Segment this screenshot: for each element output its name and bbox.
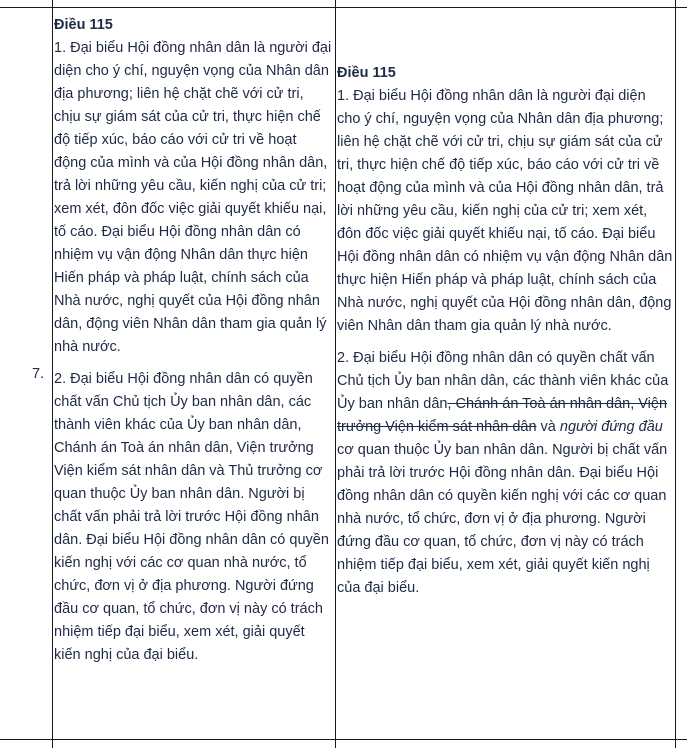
clause-2-text-end: cơ quan thuộc Ủy ban nhân dân. Người bị chất vấn phải trả lời trước Hội đồng nhân dân. Đại biểu Hội đồng nhân dân có quyền kiến nghị với các cơ quan nhà nước, tổ chức, đơn vị ở địa phương. Người đứng đầu cơ quan, tổ chức, đơn vị này có trách nhiệm tiếp đại biểu, xem xét, giải quyết kiến nghị của đại biểu. (337, 442, 668, 596)
deleted-text: , Chánh án Toà án nhân dân, Viện trưởng Viện kiểm sát nhân dân (337, 396, 668, 435)
table-top-border (0, 7, 687, 8)
column-divider-right (675, 0, 676, 748)
article-clause-1-original: 1. Đại biểu Hội đồng nhân dân là người đại diện cho ý chí, nguyện vọng của Nhân dân địa phương; liên hệ chặt chẽ với cử tri, chịu sự giám sát của cử tri, thực hiện chế độ tiếp xúc, báo cáo với cử tri về hoạt động của mình và của Hội đồng nhân dân, trả lời những yêu cầu, kiến nghị của cử tri; xem xét, đôn đốc việc giải quyết khiếu nại, tố cáo. Đại biểu Hội đồng nhân dân có nhiệm vụ vận động Nhân dân thực hiện Hiến pháp và pháp luật, chính sách của Nhà nước, nghị quyết của Hội đồng nhân dân, động viên Nhân dân tham gia quản lý nhà nước. (54, 40, 332, 355)
clause-2-conjunction: và (536, 419, 560, 435)
article-clause-2-original: 2. Đại biểu Hội đồng nhân dân có quyền chất vấn Chủ tịch Ủy ban nhân dân, các thành viên khác của Ủy ban nhân dân, Chánh án Toà án nhân dân, Viện trưởng Viện kiểm sát nhân dân và Thủ trưởng cơ quan thuộc Ủy ban nhân dân. Người bị chất vấn phải trả lời trước Hội đồng nhân dân. Đại biểu Hội đồng nhân dân có quyền kiến nghị với các cơ quan nhà nước, tổ chức, đơn vị ở địa phương. Người đứng đầu cơ quan, tổ chức, đơn vị này có trách nhiệm tiếp đại biểu, xem xét, giải quyết kiến nghị của đại biểu. (54, 371, 329, 663)
article-clause-1-amended: 1. Đại biểu Hội đồng nhân dân là người đại diện cho ý chí, nguyện vọng của Nhân dân địa phương; liên hệ chặt chẽ với cử tri, chịu sự giám sát của cử tri, thực hiện chế độ tiếp xúc, báo cáo với cử tri về hoạt động của mình và của Hội đồng nhân dân, trả lời những yêu cầu, kiến nghị của cử tri; xem xét, đôn đốc việc giải quyết khiếu nại, tố cáo. Đại biểu Hội đồng nhân dân có nhiệm vụ vận động Nhân dân thực hiện Hiến pháp và pháp luật, chính sách của Nhà nước, nghị quyết của Hội đồng nhân dân, động viên Nhân dân tham gia quản lý nhà nước. (337, 88, 673, 334)
column-divider-left (52, 0, 53, 748)
clause-2-text-start: 2. Đại biểu Hội đồng nhân dân có quyền chất vấn Chủ tịch Ủy ban nhân dân, các thành viên khác của Ủy ban nhân dân (337, 350, 669, 412)
article-clause-2-amended (337, 347, 673, 600)
amended-text-column (337, 62, 673, 600)
inserted-text: người đứng đầu (559, 419, 663, 435)
column-divider-middle (335, 0, 336, 748)
original-text-column (54, 14, 332, 667)
table-bottom-border (0, 739, 687, 740)
article-heading-amended: Điều 115 (337, 65, 396, 81)
article-heading-original: Điều 115 (54, 17, 113, 33)
row-number: 7. (32, 366, 45, 382)
